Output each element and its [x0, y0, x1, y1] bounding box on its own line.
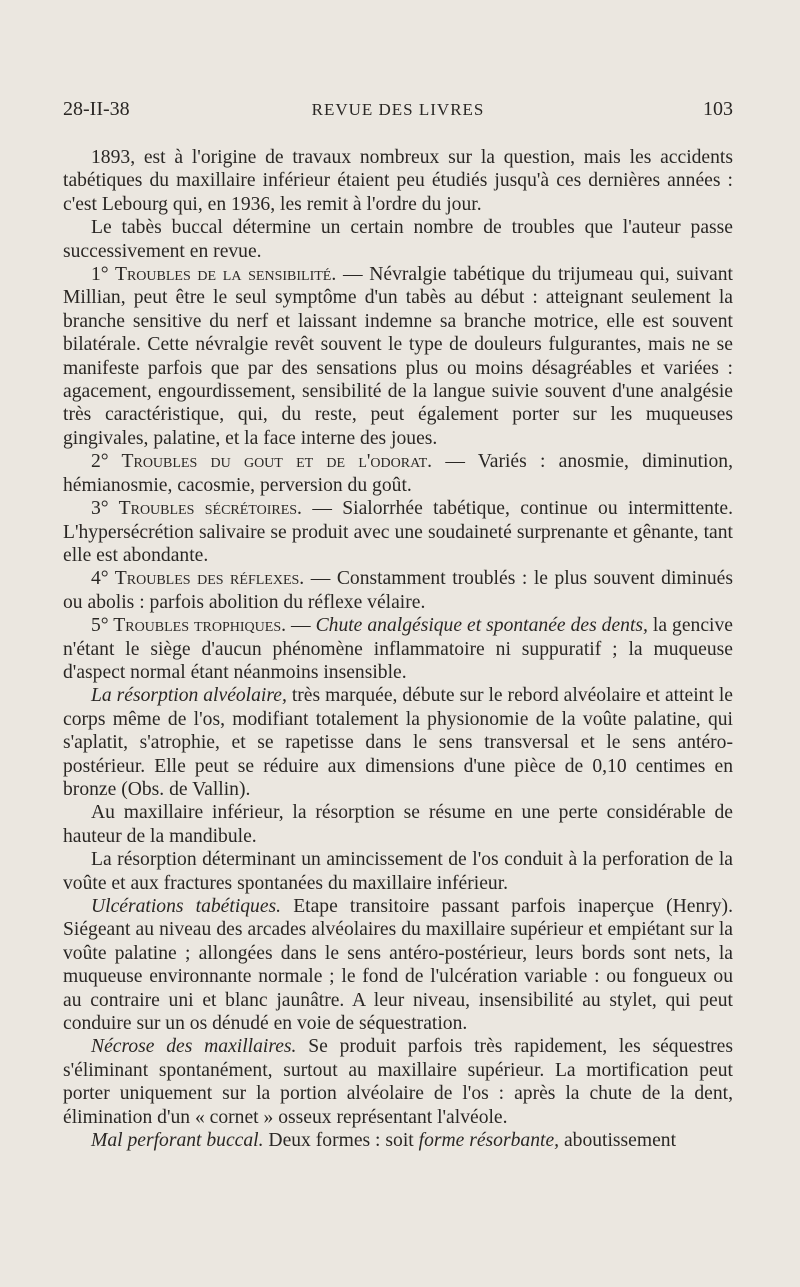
paragraph: 4° Troubles des réflexes. — Constamment troublés : le plus souvent diminués ou abolis : parfois abolition du réflexe vélaire.: [63, 568, 733, 613]
header-date: 28-II-38: [63, 98, 130, 120]
paragraph: 3° Troubles sécrétoires. — Sialorrhée tabétique, continue ou intermittente. L'hypersécrétion salivaire se produit avec une soudaineté surprenante et gênante, tant elle est abondante.: [63, 498, 733, 566]
section-heading: 4° Troubles des réflexes.: [91, 568, 305, 590]
paragraph: La résorption alvéolaire, très marquée, débute sur le rebord alvéolaire et atteint le corps même de l'os, modifiant totalement la physionomie de la voûte palatine, qui s'aplatit, s'atrophie, et se rapetisse dans le sens transversal et le sens antéro-postérieur. Elle peut se réduire aux dimensions d'une pièce de 0,10 centimes en bronze (Obs. de Vallin).: [63, 685, 734, 800]
paragraph: Ulcérations tabétiques. Etape transitoire passant parfois inaperçue (Henry). Siégeant au niveau des arcades alvéolaires du maxillaire supérieur et empiétant sur la voûte palatine ; allongées dans le sens antéro-postérieur, leurs bords sont nets, la muqueuse environnante normale ; le fond de l'ulcération variable : ou fongueux ou au contraire uni et blanc jaunâtre. A leur niveau, insensibilité au stylet, qui peut conduire sur un os dénudé en voie de séquestration.: [63, 896, 733, 1035]
section-heading: 2° Troubles du gout et de l'odorat.: [91, 451, 433, 473]
header-title: REVUE DES LIVRES: [311, 100, 485, 119]
paragraph: La résorption déterminant un amincissement de l'os conduit à la perforation de la voûte et aux fractures spontanées du maxillaire inférieur.: [63, 849, 733, 894]
page-number: 103: [703, 98, 733, 120]
paragraph: 5° Troubles trophiques. — Chute analgésique et spontanée des dents, la gencive n'étant le siège d'aucun phénomène inflammatoire ni suppuratif ; la muqueuse d'aspect normal étant néanmoins insensible.: [63, 615, 733, 683]
running-header: [63, 98, 733, 128]
section-heading: 3° Troubles sécrétoires.: [91, 498, 302, 520]
paragraph: Nécrose des maxillaires. Se produit parfois très rapidement, les séquestres s'éliminant spontanément, surtout au maxillaire supérieur. La mortification peut porter uniquement sur la portion alvéolaire de l'os : après la chute de la dent, élimination d'un « cornet » osseux représentant l'alvéole.: [63, 1036, 733, 1128]
paragraph: 1893, est à l'origine de travaux nombreux sur la question, mais les accidents tabétiques du maxillaire inférieur étaient peu étudiés jusqu'à ces dernières années : c'est Lebourg qui, en 1936, les remit à l'ordre du jour.: [63, 147, 733, 215]
section-heading: 5° Troubles trophiques.: [91, 615, 287, 637]
section-heading: 1° Troubles de la sensibilité.: [91, 264, 337, 286]
body-text: [63, 146, 733, 1152]
paragraph: Au maxillaire inférieur, la résorption se résume en une perte considérable de hauteur de la mandibule.: [63, 802, 733, 847]
paragraph: 2° Troubles du gout et de l'odorat. — Variés : anosmie, diminution, hémianosmie, cacosmie, perversion du goût.: [63, 451, 733, 496]
paragraph: Mal perforant buccal. Deux formes : soit forme résorbante, aboutissement: [91, 1130, 677, 1152]
paragraph: 1° Troubles de la sensibilité. — Névralgie tabétique du trijumeau qui, suivant Millian, peut être le seul symptôme d'un tabès au début : atteignant seulement la branche sensitive du nerf et laissant indemne sa branche motrice, elle est souvent bilatérale. Cette névralgie revêt souvent le type de douleurs fulgurantes, mais ne se manifeste parfois que par des sensations plus ou moins désagréables et variées : agacement, engourdissement, sensibilité de la langue suivie souvent d'une analgésie très caractéristique, qui, du reste, peut également porter sur les muqueuses gingivales, palatine, et la face interne des joues.: [63, 264, 733, 449]
paragraph: Le tabès buccal détermine un certain nombre de troubles que l'auteur passe successivement en revue.: [63, 217, 733, 262]
